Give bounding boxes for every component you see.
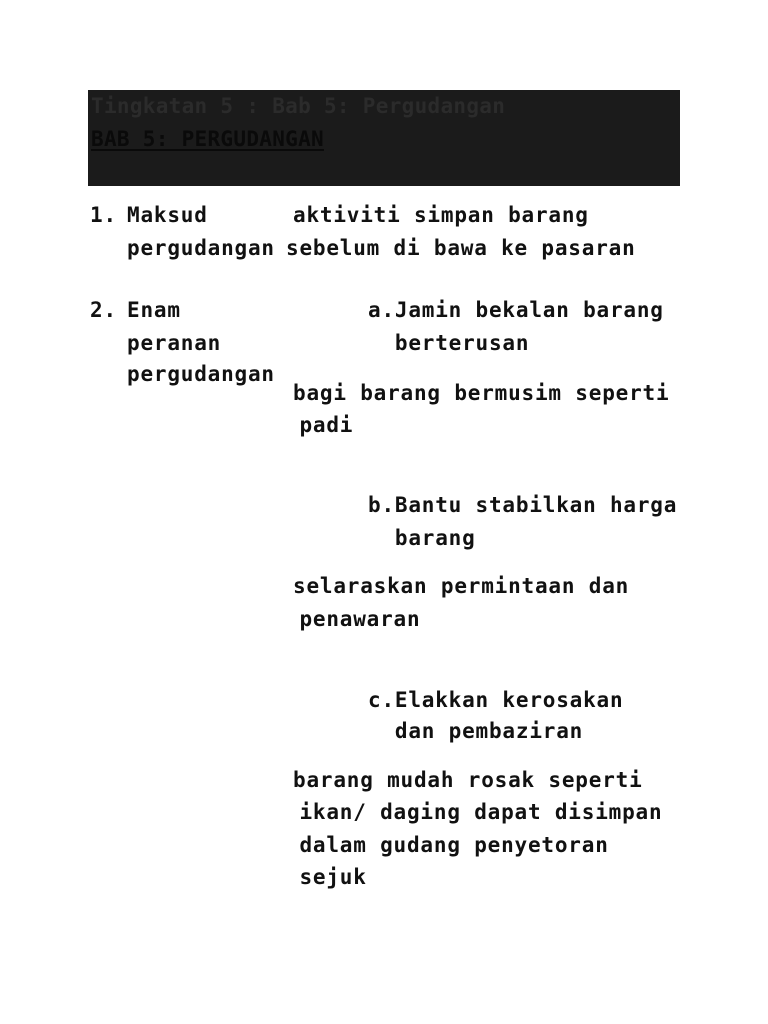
role-a-heading: berterusan (368, 331, 530, 355)
role-a-heading: a.Jamin bekalan barang (368, 298, 664, 322)
role-c-heading: dan pembaziran (368, 719, 584, 743)
item-1-definition-line: aktiviti simpan barang (293, 203, 589, 227)
role-a-detail: padi (286, 413, 354, 437)
item-1-number: 1. (90, 203, 117, 227)
document-header (88, 90, 680, 186)
item-2-number: 2. (90, 298, 117, 322)
item-2-term-line: peranan (127, 331, 222, 355)
chapter-heading: BAB 5: PERGUDANGAN (91, 127, 324, 151)
item-1-term-line: pergudangan (127, 236, 275, 260)
role-c-detail: ikan/ daging dapat disimpan (286, 800, 663, 824)
item-2-term-line: Enam (127, 298, 181, 322)
role-c-heading: c.Elakkan kerosakan (368, 688, 624, 712)
role-c-detail: barang mudah rosak seperti (293, 768, 643, 792)
item-2-term-line: pergudangan (127, 362, 275, 386)
item-1-definition-line: sebelum di bawa ke pasaran (286, 236, 636, 260)
document-title: Tingkatan 5 : Bab 5: Pergudangan (91, 94, 506, 118)
role-c-detail: dalam gudang penyetoran (286, 833, 609, 857)
role-b-detail: selaraskan permintaan dan (293, 574, 630, 598)
role-b-heading: b.Bantu stabilkan harga (368, 493, 678, 517)
role-c-detail: sejuk (286, 865, 367, 889)
role-a-detail: bagi barang bermusim seperti (293, 381, 670, 405)
item-1-term-line: Maksud (127, 203, 208, 227)
role-b-heading: barang (368, 526, 476, 550)
role-b-detail: penawaran (286, 607, 421, 631)
